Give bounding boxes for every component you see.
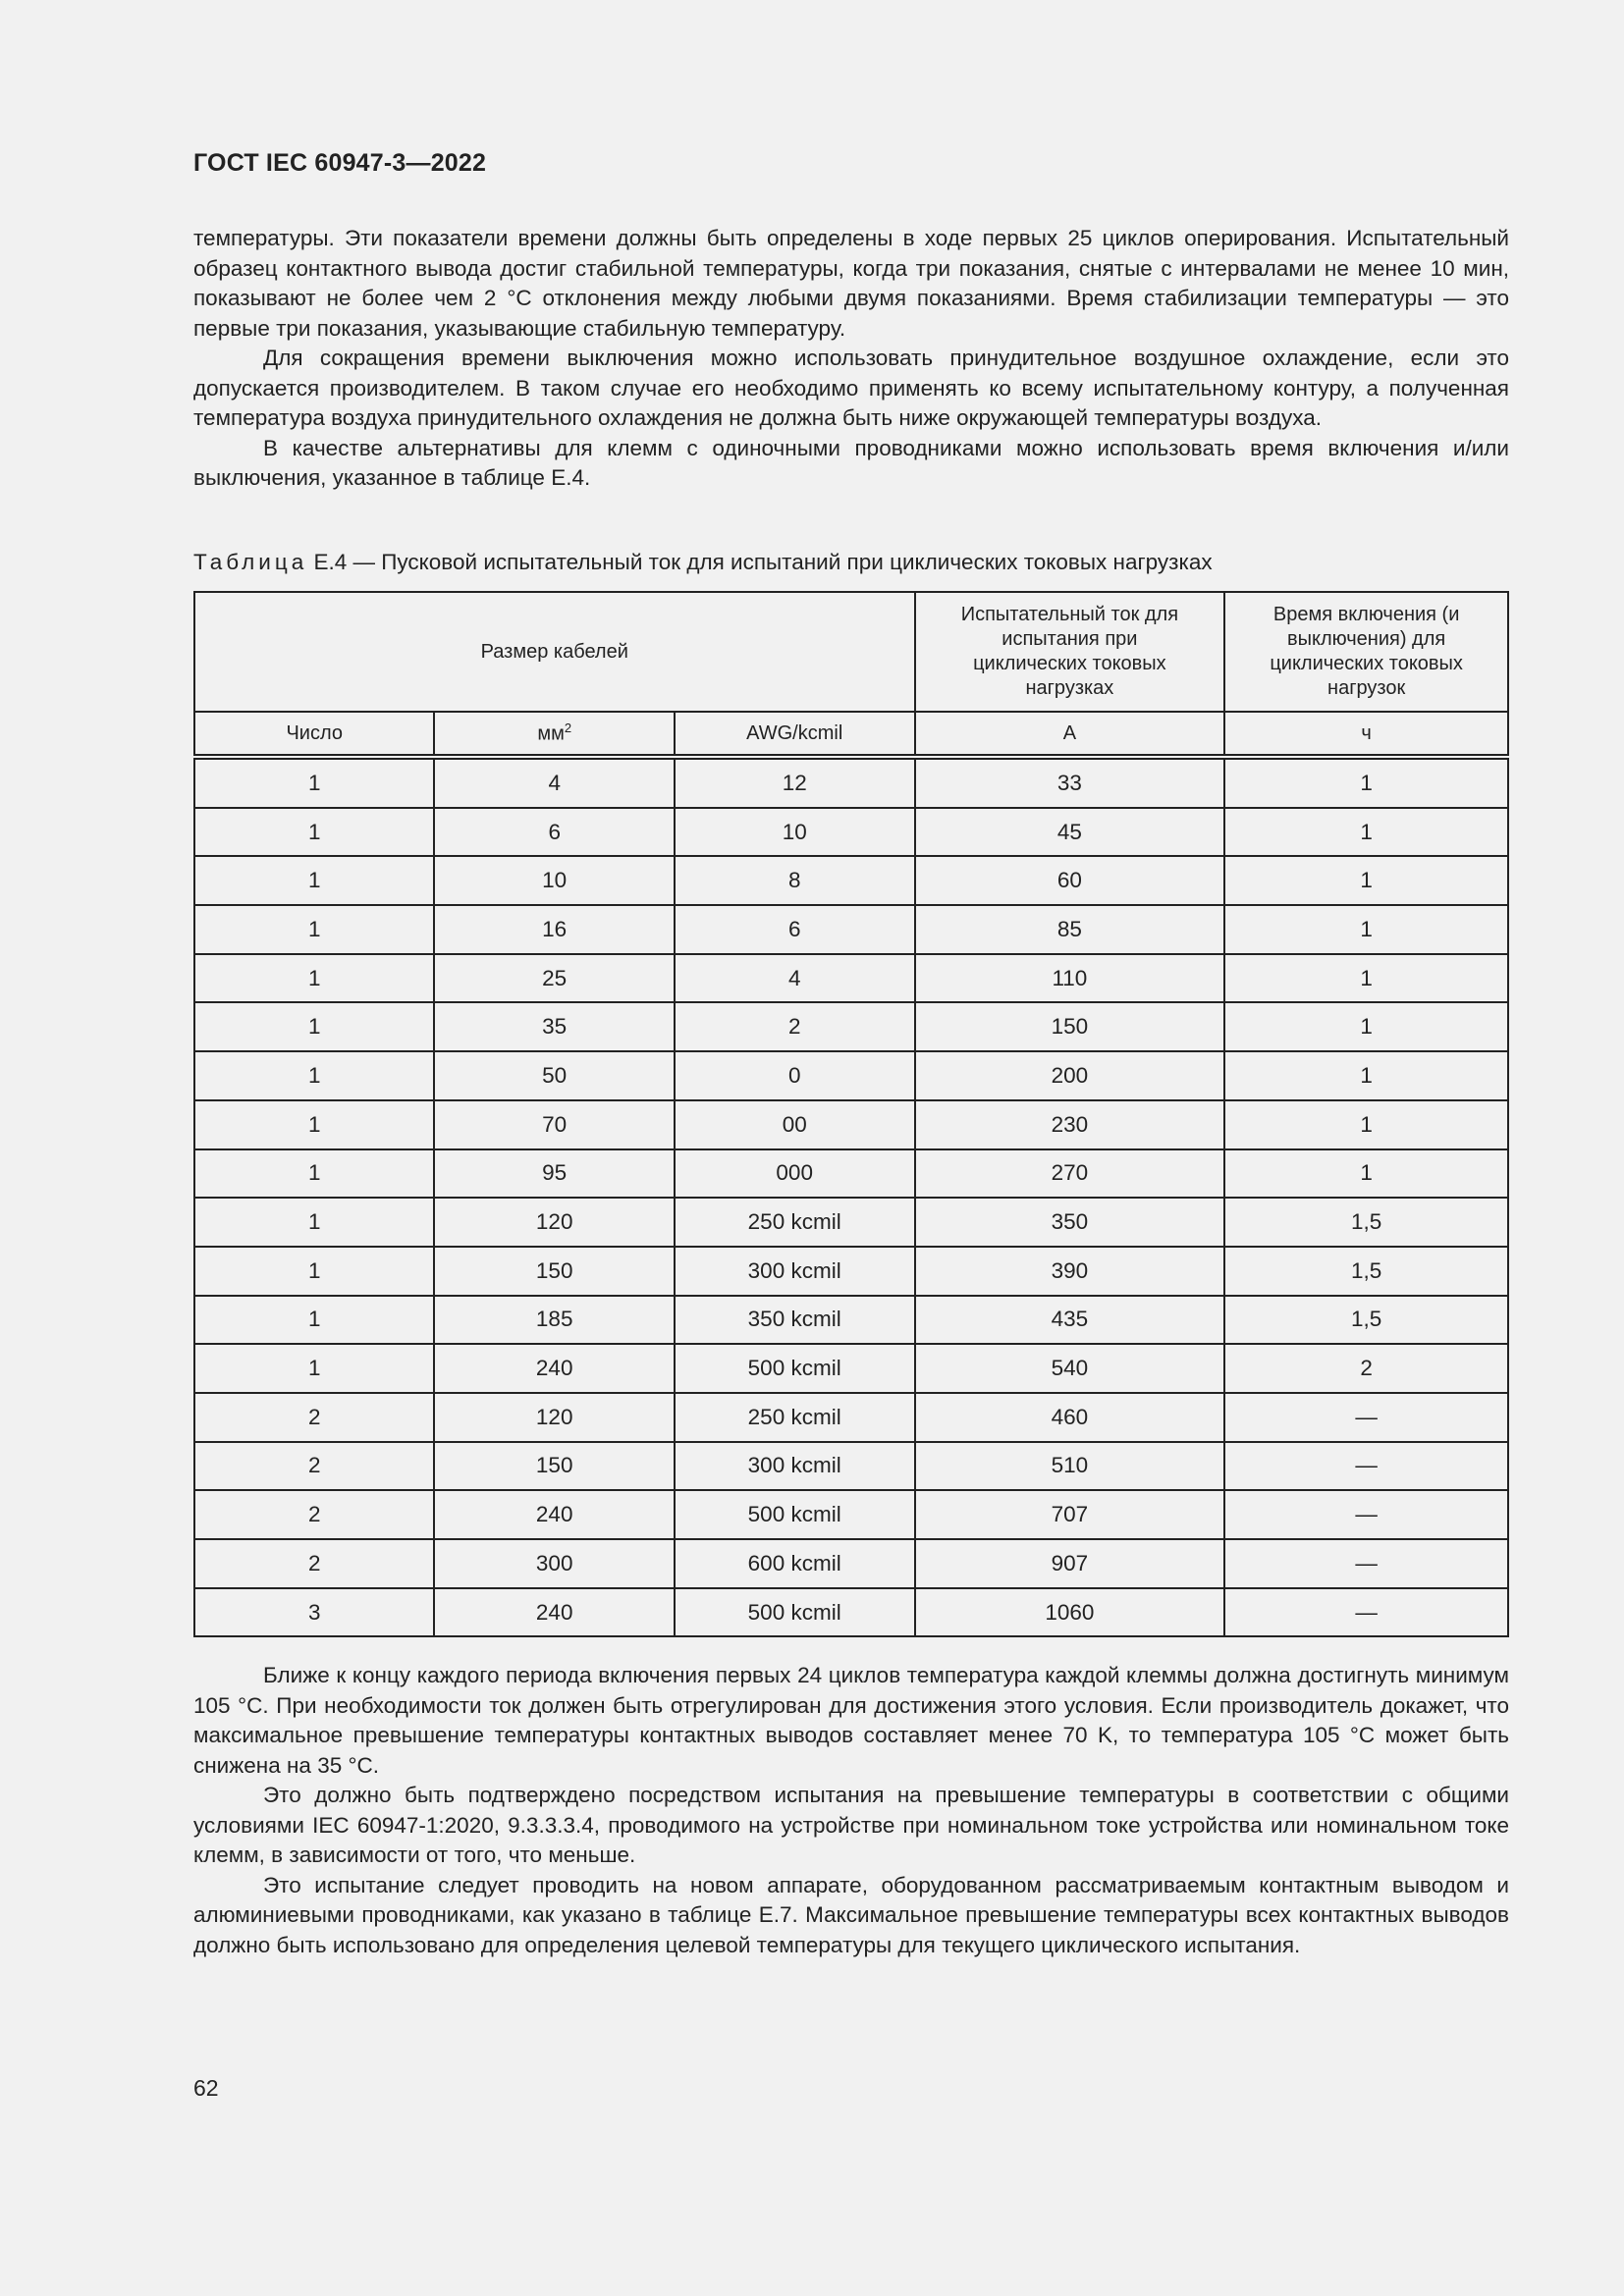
cell-current: 907 [915,1539,1225,1588]
table-row [194,1393,1508,1442]
cell-awg: 350 kcmil [675,1296,915,1345]
cell-mm2: 185 [434,1296,674,1345]
cell-number: 1 [194,954,434,1003]
cell-awg: 10 [675,808,915,857]
cable-size-table [193,591,1509,1637]
cell-mm2: 25 [434,954,674,1003]
cell-number: 2 [194,1539,434,1588]
table-row [194,954,1508,1003]
cell-number: 1 [194,1344,434,1393]
cell-number: 1 [194,1002,434,1051]
cell-number: 2 [194,1490,434,1539]
cell-awg: 000 [675,1149,915,1199]
cell-current: 460 [915,1393,1225,1442]
table-caption [193,550,1213,575]
table-row [194,905,1508,954]
header-cable-size: Размер кабелей [194,592,915,712]
cell-number: 1 [194,856,434,905]
table-row [194,808,1508,857]
cell-awg: 12 [675,757,915,808]
cell-time: — [1224,1393,1508,1442]
document-header: ГОСТ IEC 60947-3—2022 [193,149,487,177]
cell-mm2: 50 [434,1051,674,1100]
cell-number: 1 [194,1198,434,1247]
paragraph: Для сокращения времени выключения можно использовать принудительное воздушное охлаждение, если это допускается производителем. В таком случае его необходимо применять ко всему испытательному контуру, а полученная температура воздуха принудительного охлаждения не должна быть ниже окружающей температуры воздуха. [193,346,1509,430]
subheader-time-unit: ч [1224,712,1508,757]
cell-mm2: 16 [434,905,674,954]
cell-time: 1 [1224,1002,1508,1051]
cell-number: 1 [194,1296,434,1345]
table-row [194,757,1508,808]
cell-current: 60 [915,856,1225,905]
cell-current: 45 [915,808,1225,857]
cell-time: 1,5 [1224,1247,1508,1296]
cell-awg: 2 [675,1002,915,1051]
intro-text [193,224,1509,494]
cell-number: 3 [194,1588,434,1637]
table-row [194,1198,1508,1247]
subheader-current-unit: А [915,712,1225,757]
paragraph: Это испытание следует проводить на новом аппарате, оборудованном рассматриваемым контактным выводом и алюминиевыми проводниками, как указано в таблице Е.7. Максимальное превышение температуры всех контактных выводов должно быть использовано для определения целевой температуры для текущего циклического испытания. [193,1872,1509,1957]
cell-number: 1 [194,1100,434,1149]
table-row [194,1149,1508,1199]
table-row [194,1051,1508,1100]
cell-mm2: 120 [434,1198,674,1247]
subheader-mm2 [434,712,674,757]
cell-number: 2 [194,1393,434,1442]
cell-time: — [1224,1539,1508,1588]
cell-time: 1 [1224,1100,1508,1149]
header-test-current: Испытательный ток для испытания при циклических токовых нагрузках [915,592,1225,712]
cell-awg: 300 kcmil [675,1247,915,1296]
cell-time: 1 [1224,905,1508,954]
table-row [194,1344,1508,1393]
cell-current: 390 [915,1247,1225,1296]
table-row [194,1247,1508,1296]
table-caption-label: Таблица [193,550,308,574]
cell-time: 1 [1224,808,1508,857]
table-row [194,1588,1508,1637]
cell-mm2: 95 [434,1149,674,1199]
cell-mm2: 240 [434,1490,674,1539]
cell-time: — [1224,1442,1508,1491]
cell-time: 1 [1224,856,1508,905]
paragraph: температуры. Эти показатели времени должны быть определены в ходе первых 25 циклов оперирования. Испытательный образец контактного вывода достиг стабильной температуры, когда три показания, снятые с интервалами не менее 10 мин, показывают не более чем 2 °С отклонения между любыми двумя показаниями. Время стабилизации температуры — это первые три показания, указывающие стабильную температуру. [193,226,1509,341]
cell-time: 1 [1224,1149,1508,1199]
cell-current: 270 [915,1149,1225,1199]
cell-number: 2 [194,1442,434,1491]
cell-awg: 0 [675,1051,915,1100]
cell-current: 350 [915,1198,1225,1247]
cell-number: 1 [194,905,434,954]
cell-current: 1060 [915,1588,1225,1637]
table-row [194,856,1508,905]
cell-awg: 8 [675,856,915,905]
subheader-mm2-text: мм [537,722,565,745]
cell-awg: 500 kcmil [675,1490,915,1539]
cell-current: 707 [915,1490,1225,1539]
table-row [194,1539,1508,1588]
cell-current: 200 [915,1051,1225,1100]
cell-awg: 00 [675,1100,915,1149]
cell-number: 1 [194,757,434,808]
table-subheader-row [194,712,1508,757]
cell-awg: 300 kcmil [675,1442,915,1491]
cell-mm2: 300 [434,1539,674,1588]
cell-time: 1 [1224,757,1508,808]
cell-current: 510 [915,1442,1225,1491]
cell-time: 1 [1224,954,1508,1003]
cell-mm2: 150 [434,1247,674,1296]
cell-awg: 250 kcmil [675,1393,915,1442]
table-row [194,1490,1508,1539]
cell-mm2: 240 [434,1344,674,1393]
subheader-number: Число [194,712,434,757]
cell-time: 1 [1224,1051,1508,1100]
subheader-awg: AWG/kcmil [675,712,915,757]
table-row [194,1296,1508,1345]
cell-awg: 500 kcmil [675,1588,915,1637]
page-number: 62 [193,2075,219,2101]
cell-awg: 600 kcmil [675,1539,915,1588]
cell-awg: 500 kcmil [675,1344,915,1393]
cell-awg: 6 [675,905,915,954]
table-row [194,1002,1508,1051]
cell-awg: 250 kcmil [675,1198,915,1247]
cell-mm2: 35 [434,1002,674,1051]
paragraph: В качестве альтернативы для клемм с одиночными проводниками можно использовать время включения и/или выключения, указанное в таблице Е.4. [193,435,1509,490]
cell-awg: 4 [675,954,915,1003]
cell-number: 1 [194,808,434,857]
cell-number: 1 [194,1051,434,1100]
cell-mm2: 150 [434,1442,674,1491]
cell-number: 1 [194,1149,434,1199]
cell-current: 435 [915,1296,1225,1345]
table-caption-text: Е.4 — Пусковой испытательный ток для испытаний при циклических токовых нагрузках [307,550,1213,574]
paragraph: Ближе к концу каждого периода включения первых 24 циклов температура каждой клеммы должна достигнуть минимум 105 °С. При необходимости ток должен быть отрегулирован для достижения этого условия. Если производитель докажет, что максимальное превышение температуры контактных выводов составляет менее 70 K, то температура 105 °С может быть снижена на 35 °С. [193,1663,1509,1778]
table-row [194,1100,1508,1149]
cell-time: — [1224,1588,1508,1637]
cell-mm2: 240 [434,1588,674,1637]
subheader-mm2-sup: 2 [564,721,572,736]
header-on-off-time: Время включения (и выключения) для циклических токовых нагрузок [1224,592,1508,712]
cell-mm2: 120 [434,1393,674,1442]
cell-current: 230 [915,1100,1225,1149]
table-row [194,1442,1508,1491]
paragraph: Это должно быть подтверждено посредством испытания на превышение температуры в соответствии с общими условиями IEC 60947-1:2020, 9.3.3.3.4, проводимого на устройстве при номинальном токе устройства или номинальном токе клемм, в зависимости от того, что меньше. [193,1783,1509,1867]
cell-current: 110 [915,954,1225,1003]
cell-mm2: 70 [434,1100,674,1149]
table-header-row [194,592,1508,712]
cell-time: 1,5 [1224,1296,1508,1345]
cell-number: 1 [194,1247,434,1296]
cell-time: 2 [1224,1344,1508,1393]
cell-time: 1,5 [1224,1198,1508,1247]
cell-current: 540 [915,1344,1225,1393]
cell-current: 33 [915,757,1225,808]
cell-mm2: 10 [434,856,674,905]
outro-text [193,1661,1509,1960]
cell-time: — [1224,1490,1508,1539]
cell-current: 150 [915,1002,1225,1051]
cell-current: 85 [915,905,1225,954]
cell-mm2: 4 [434,757,674,808]
cell-mm2: 6 [434,808,674,857]
